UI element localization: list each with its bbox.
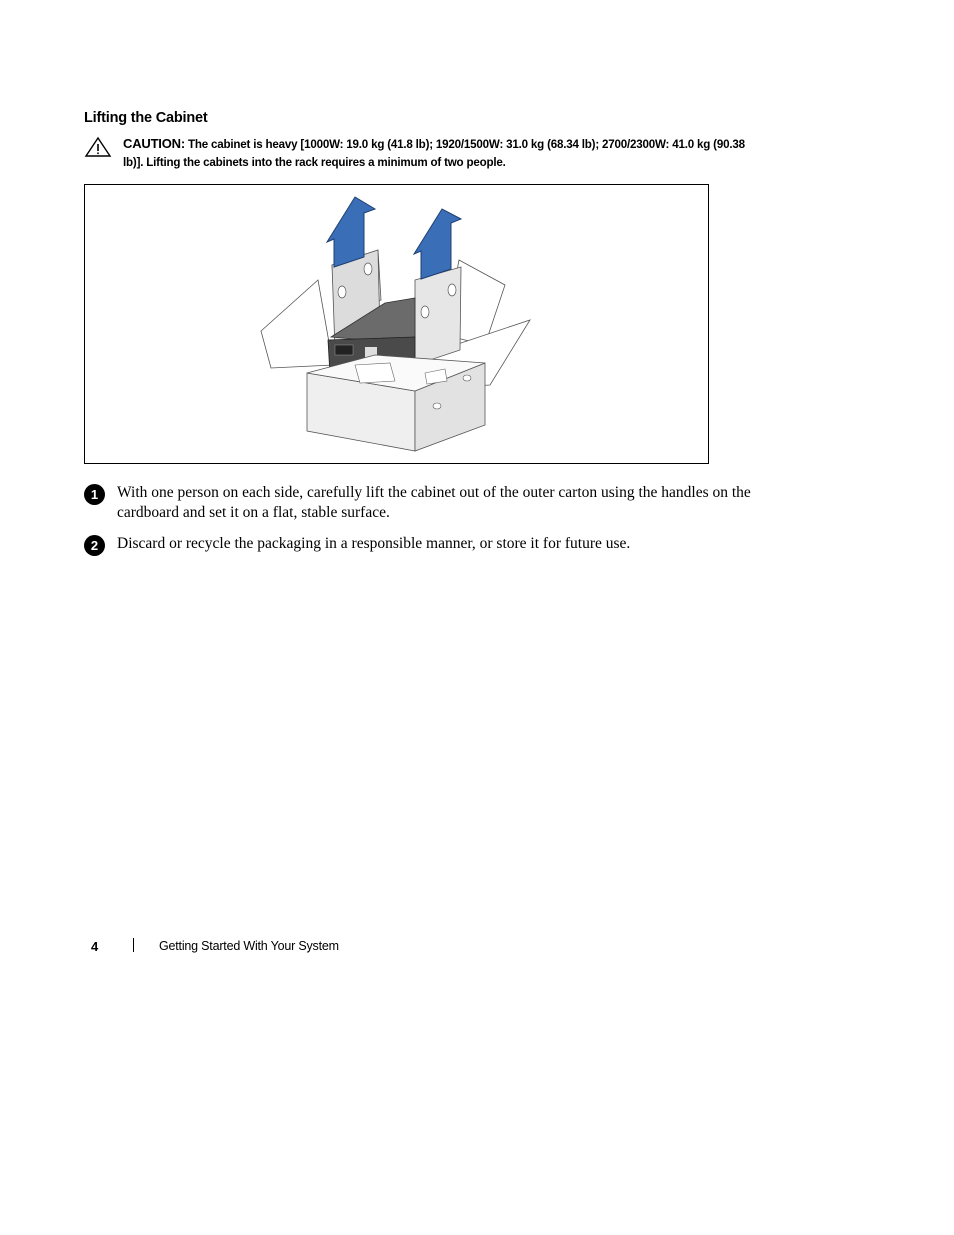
caution-note [123,135,763,172]
footer-divider [133,938,134,952]
step-text: Discard or recycle the packaging in a responsible manner, or store it for future use. [117,535,631,552]
lift-arrow-right [414,209,461,279]
step-number-badge: 2 [84,535,105,556]
carton-flap-left [261,280,333,368]
lifting-illustration [84,184,709,464]
step-number-badge: 1 [84,484,105,505]
step-text: With one person on each side, carefully lift the cabinet out of the outer carton using the handles on the cardboard and set it on a flat, stable surface. [117,484,751,521]
caution-body: The cabinet is heavy [1000W: 19.0 kg (41.8 lb); 1920/1500W: 31.0 kg (68.34 lb); 2700/2300W: 41.0 kg (90.38 lb)]. Lifting the cabinets into the rack requires a minimum of two people. [123,138,745,169]
caution-label: CAUTION: [123,136,185,151]
section-heading: Lifting the Cabinet [84,110,208,126]
warning-triangle-icon [84,136,112,158]
footer-title: Getting Started With Your System [159,939,339,953]
page-number: 4 [91,939,99,954]
ups-cabinet-in-carton-illustration [85,185,708,463]
